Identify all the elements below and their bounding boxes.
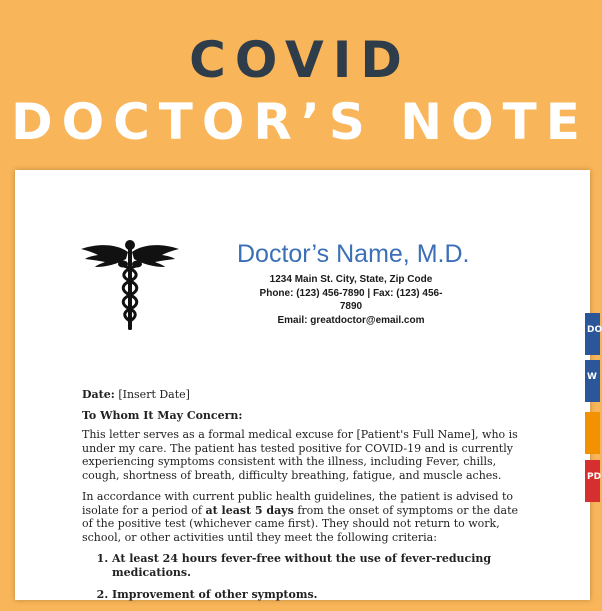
date-label: Date:	[82, 388, 115, 401]
paragraph-2-end: from the onset of symptoms or the date of the positive test (whichever came first). They should not return to work, school, or other activities until they meet the following criteria:	[82, 503, 519, 544]
letter-body	[82, 388, 522, 611]
paragraph-2-start: In accordance with current public health guidelines, the patient is advised to isolate for a period of	[82, 490, 514, 517]
word-icon-label: W	[587, 372, 597, 382]
word-icon-tab	[585, 360, 600, 402]
caduceus-icon	[79, 236, 181, 332]
paragraph-2	[82, 490, 522, 544]
pdf-icon-tab	[585, 460, 600, 502]
criteria-list	[82, 552, 522, 602]
date-value: [Insert Date]	[118, 388, 190, 401]
paragraph-1: This letter serves as a formal medical excuse for [Patient's Full Name], who is under my care. The patient has tested positive for COVID-19 and is currently experiencing symptoms consistent with the illness, including Fever, chills, cough, shortness of breath, difficulty breathing, fatigue, and muscle aches.	[82, 428, 518, 482]
criteria-item-1: 1. At least 24 hours fever-free without the use of fever-reducing medications.	[112, 552, 522, 579]
phone-fax-line: Phone: (123) 456-7890 | Fax: (123) 456-7890	[259, 287, 443, 312]
pages-icon	[585, 412, 600, 454]
doctor-name: Doctor’s Name, M.D.	[237, 240, 470, 268]
banner-title-doctors-note: DOCTOR’S NOTE	[11, 93, 589, 151]
criteria-item-2: 2. Improvement of other symptoms.	[112, 588, 522, 602]
title-banner	[0, 0, 600, 160]
date-line	[82, 388, 522, 402]
greeting: To Whom It May Concern:	[82, 408, 243, 422]
file-format-tabs	[585, 300, 600, 600]
pdf-icon-label: PD	[587, 472, 602, 482]
word-doc-label: DO	[587, 325, 602, 335]
document-page	[15, 170, 590, 600]
address-line: 1234 Main St. City, State, Zip Code	[269, 274, 433, 285]
email-line: Email: greatdoctor@email.com	[277, 314, 425, 326]
paragraph-2-emphasis: at least 5 days	[205, 503, 294, 517]
banner-title-covid: COVID	[189, 31, 411, 89]
contact-block	[251, 273, 451, 327]
word-doc-tab	[585, 313, 600, 355]
